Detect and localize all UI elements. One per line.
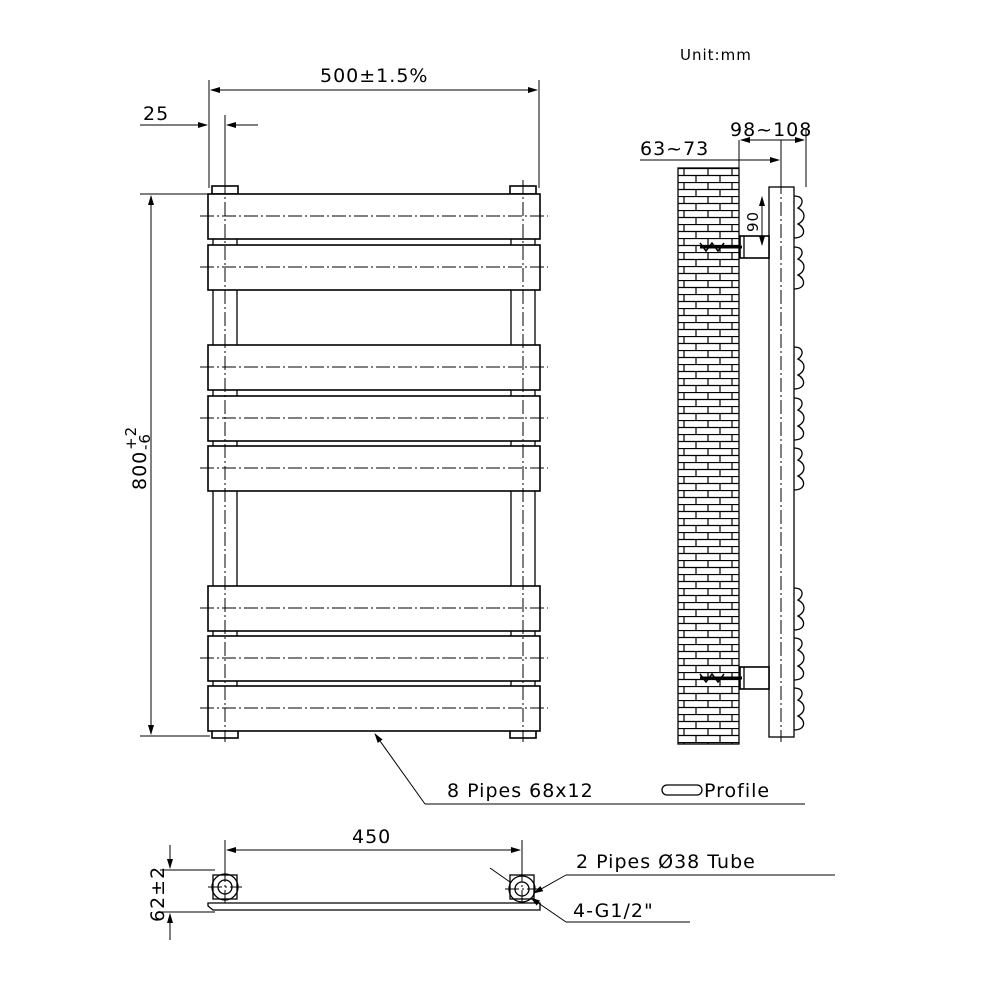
side-bar-profile-5	[794, 448, 804, 490]
tube-leader	[534, 875, 566, 893]
flat-bars-group	[200, 194, 548, 731]
profile-callout-text: 8 Pipes 68x12	[447, 780, 594, 802]
valve-callout-text: 4-G1/2"	[573, 900, 654, 922]
side-bar-profile-6	[794, 588, 804, 630]
wall-depth-label: 63~73	[640, 138, 710, 160]
tube-leader-2	[490, 868, 510, 882]
width-dimension-label: 500±1.5%	[320, 65, 429, 87]
plan-height-label: 62±2	[147, 865, 169, 922]
brick-wall	[678, 168, 739, 744]
bottom-view	[147, 826, 835, 940]
unit-label: Unit:mm	[680, 46, 752, 64]
bracket-dim-label: 90	[744, 210, 762, 232]
tube-callout-text: 2 Pipes Ø38 Tube	[576, 851, 756, 873]
total-depth-label: 98~108	[730, 119, 813, 141]
side-bar-profile-3	[794, 347, 804, 389]
height-tol-lower: -6	[136, 433, 154, 450]
side-view	[640, 119, 812, 744]
side-bar-profile-1	[794, 196, 804, 238]
centers-dim-label: 450	[352, 826, 392, 848]
height-tol-upper: +2	[122, 425, 140, 450]
side-bar-profile-8	[794, 688, 804, 730]
profile-leader	[375, 734, 425, 804]
side-bar-profile-2	[794, 247, 804, 289]
side-bar-profile-7	[794, 638, 804, 680]
right-tube-plan	[505, 868, 539, 903]
side-bar-profiles	[794, 196, 804, 730]
left-tube-plan	[208, 868, 242, 903]
plan-flat-bar	[208, 903, 540, 910]
profile-section-icon	[662, 785, 702, 795]
offset-dimension-label: 25	[143, 103, 170, 125]
side-bar-profile-4	[794, 398, 804, 440]
height-dimension-label: 800	[129, 450, 151, 490]
profile-callout-suffix: Profile	[704, 780, 771, 802]
